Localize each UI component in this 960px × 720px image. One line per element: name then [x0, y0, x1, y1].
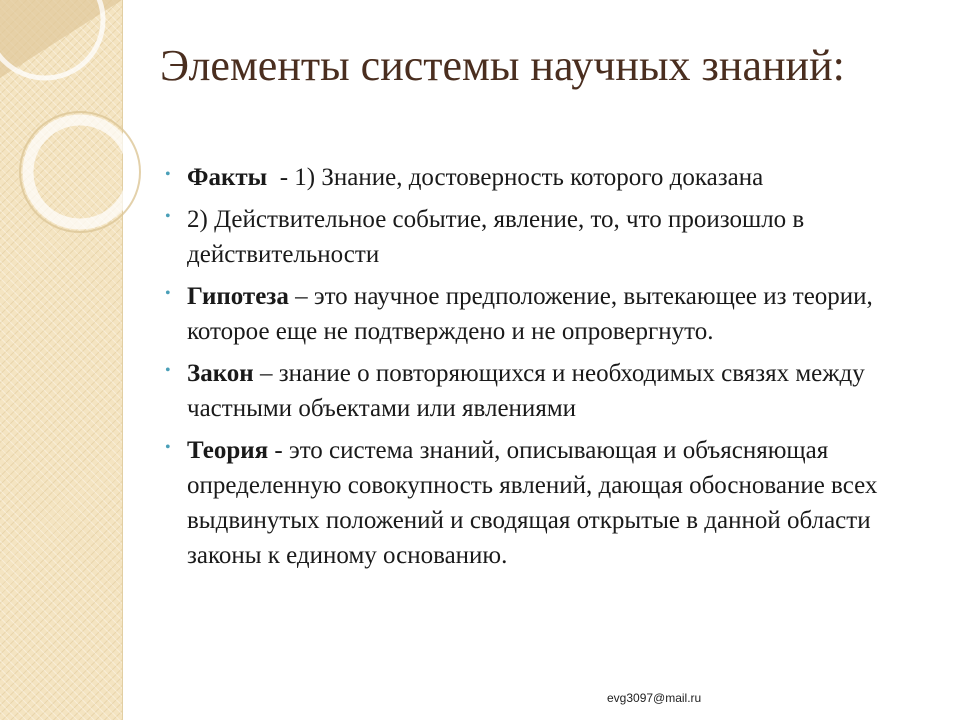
bullet-dot-icon: • [165, 362, 171, 379]
bullet-item [165, 356, 925, 426]
bullet-dot-icon: • [165, 166, 171, 183]
bullet-item [165, 433, 925, 573]
bullet-term: Гипотеза [187, 283, 289, 310]
bullet-dot-icon: • [165, 208, 171, 225]
bullet-text: – это научное предположение, вытекающее из теории, которое еще не подтверждено и не опровергнуто. [187, 283, 873, 345]
footer-email: evg3097@mail.ru [607, 691, 702, 705]
bullet-term: Факты [187, 164, 268, 191]
bullet-term: Теория [187, 437, 269, 464]
bullet-item [165, 160, 925, 195]
bullet-text: – знание о повторяющихся и необходимых связях между частными объектами или явлениями [187, 360, 865, 422]
bullet-text: 2) Действительное событие, явление, то, что произошло в действительности [187, 206, 805, 268]
decorative-circles-icon [0, 0, 160, 260]
bullet-dot-icon: • [165, 439, 171, 456]
bullet-text: - это система знаний, описывающая и объясняющая определенную совокупность явлений, дающая обоснование всех выдвинутых положений и сводящая открытые в данной области законы к единому основанию. [187, 437, 878, 569]
bullet-item [165, 279, 925, 349]
bullet-term: Закон [187, 360, 254, 387]
bullet-text: - 1) Знание, достоверность которого доказана [267, 164, 764, 191]
bullet-list [165, 160, 925, 580]
slide-title: Элементы системы научных знаний: [160, 41, 845, 90]
bullet-dot-icon: • [165, 285, 171, 302]
bullet-item [165, 202, 925, 272]
